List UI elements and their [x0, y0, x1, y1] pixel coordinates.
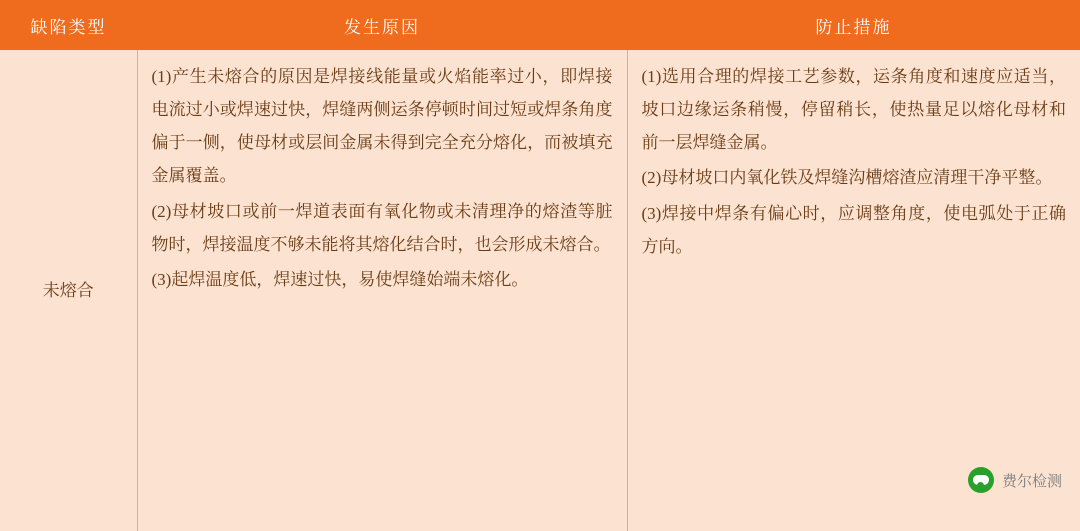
cause-paragraph-2: (2)母材坡口或前一焊道表面有氧化物或未清理净的熔渣等脏物时，焊接温度不够未能将其熔化结合时，也会形成未熔合。 [151, 201, 613, 254]
column-header-defect-type: 缺陷类型 [0, 0, 137, 50]
watermark [968, 467, 1062, 493]
table-header [0, 0, 1080, 50]
cause-paragraph-1: (1)产生未熔合的原因是焊接线能量或火焰能率过小，即焊接电流过小或焊速过快，焊缝两侧运条停顿时间过短或焊条角度偏于一侧，使母材或层间金属未得到完全充分熔化，而被填充金属覆盖。 [151, 67, 613, 186]
column-header-measure: 防止措施 [627, 0, 1080, 50]
cause-paragraph-3: (3)起焊温度低，焊速过快，易使焊缝始端未熔化。 [151, 269, 529, 289]
table-row [0, 50, 1080, 531]
watermark-label: 费尔检测 [1001, 472, 1062, 490]
cell-measure [627, 50, 1080, 531]
measure-paragraph-1: (1)选用合理的焊接工艺参数，运条角度和速度应适当，坡口边缘运条稍慢，停留稍长，使热量足以熔化母材和前一层焊缝金属。 [641, 67, 1066, 153]
leaf-circle-icon [968, 467, 994, 493]
table-body [0, 50, 1080, 531]
column-header-cause: 发生原因 [137, 0, 627, 50]
table-header-row [0, 0, 1080, 50]
cell-defect-type: 未熔合 [0, 50, 137, 531]
measure-paragraph-2: (2)母材坡口内氧化铁及焊缝沟槽熔渣应清理干净平整。 [641, 168, 1053, 188]
measure-paragraph-3: (3)焊接中焊条有偏心时，应调整角度，使电弧处于正确方向。 [641, 203, 1066, 256]
cell-cause [137, 50, 627, 531]
